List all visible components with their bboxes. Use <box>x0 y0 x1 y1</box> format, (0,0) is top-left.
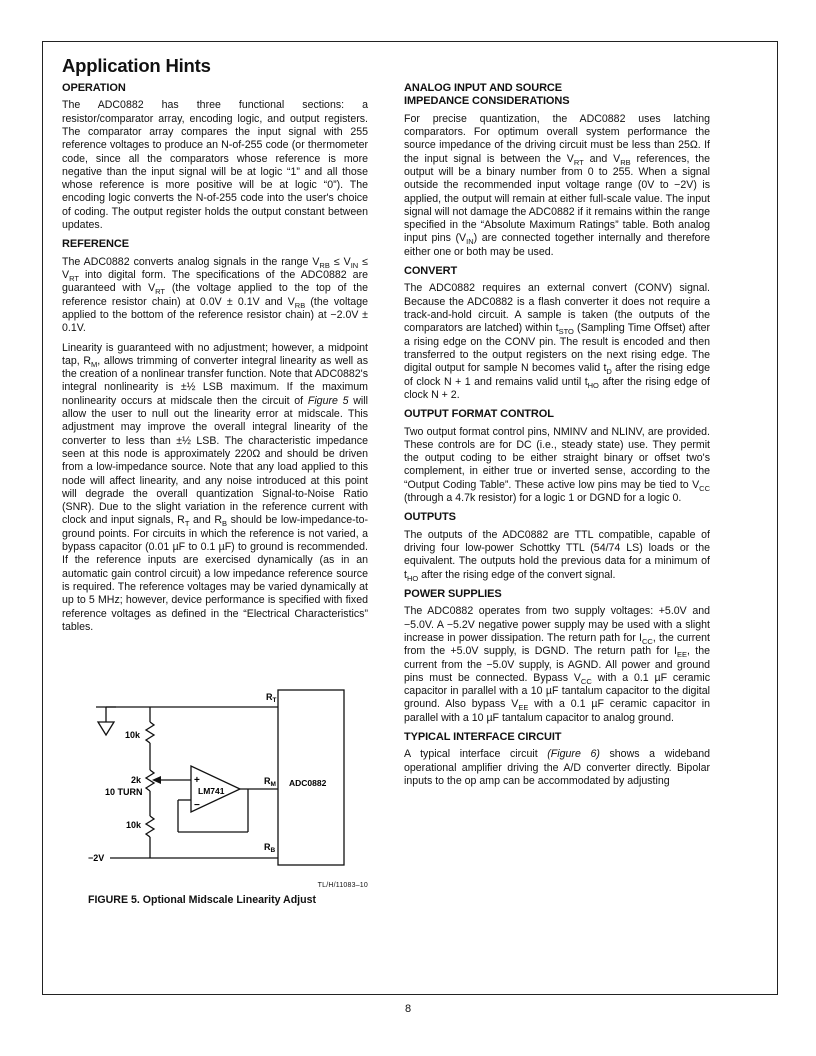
adc-chip-label: ADC0882 <box>289 778 327 788</box>
rt-label: $R_T$ <box>266 692 277 704</box>
potentiometer-turn-label: 10 TURN <box>105 787 143 797</box>
page-number: 8 <box>404 1003 412 1015</box>
figure-5 <box>88 680 368 906</box>
analog-input-paragraph: For precise quantization, the ADC0882 uses latching comparators. For optimum overall system performance the source impedance of the driving circuit must be less than 25Ω. If the input signal is between the $V_{RT}$ and $V_{RB}$ references, the output will be a binary number from 0 to 255. When a signal outside the recommended input voltage range (0V to −2V) is applied, the output will remain at either full-scale value. The input signal will not damage the ADC0882 if it remains within the range specified in the “Absolute Maximum Ratings” table. Both analog input pins $(V_{IN})$ are connected together internally and therefore either one or both may be used. <box>404 112 710 258</box>
output-format-paragraph: Two output format control pins, NMINV and NLINV, are provided. These controls are for DC (i.e., steady state) use. They permit the output coding to be either straight binary or offset two's complement, in either true or inverted sense, according to the “Output Coding Table”. These active low pins may be tied to $V_{CC}$ (through a 4.7k resistor) for a logic 1 or DGND for a logic 0. <box>404 425 710 505</box>
output-format-heading: OUTPUT FORMAT CONTROL <box>404 408 554 421</box>
analog-input-heading: ANALOG INPUT AND SOURCE IMPEDANCE CONSIDERATIONS <box>404 82 570 108</box>
reference-paragraph-2: Linearity is guaranteed with no adjustment; however, a midpoint tap, $R_M$, allows trimming of converter integral linearity as well as the creation of a nonlinear transfer function. Note that ADC0882's integral nonlinearity is ±½ LSB maximum. If the maximum nonlinearity occurs at midscale then the circuit of Figure 5 will allow the user to null out the linearity error at midscale. This adjustment may improve the overall integral linearity of the converter to less than ±½ LSB. The characteristic impedance seen at this node is approximately 220Ω and should be driven from a low-impedance source. Note that any load applied to this node will affect linearity, and any noise introduced at this point will degrade the overall quantization Signal-to-Noise Ratio (SNR). Due to the slight variation in the reference current with clock and input signals, $R_T$ and $R_B$ should be low-impedance-to-ground points. For circuits in which the reference is not varied, a bypass capacitor (0.01 µF to 0.1 µF) to ground is recommended. If the reference inputs are exercised dynamically (as in an automatic gain control circuit) a low impedance reference source is required. The reference voltages may be varied dynamically at up to 5 MHz; however, device performance is specified with fixed reference voltages as defined in the “Electrical Characteristics” tables. <box>62 341 368 633</box>
resistor-10k-top-label: 10k <box>125 730 141 740</box>
left-column <box>62 80 368 640</box>
rb-label: $R_B$ <box>264 842 276 854</box>
resistor-10k-bottom <box>146 816 154 837</box>
convert-heading: CONVERT <box>404 265 458 278</box>
potentiometer-2k-label: 2k <box>131 775 142 785</box>
convert-paragraph: The ADC0882 requires an external convert (CONV) signal. Because the ADC0882 is a flash converter it does not require a track-and-hold circuit. A sample is taken (the outputs of the comparators are latched) within $t_{STO}$ (Sampling Time Offset) after a rising edge on the CONV pin. The result is encoded and then transferred to the output registers on the next rising edge. The digital output for sample N becomes valid $t_D$ after the rising edge of clock N + 1 and remains valid until $t_{HO}$ after the rising edge of clock N + 2. <box>404 282 710 401</box>
interface-circuit-paragraph: A typical interface circuit (Figure 6) shows a wideband operational amplifier driving the A/D converter directly. Bipolar inputs to the op amp can be accommodated by adjusting <box>404 748 711 788</box>
power-supplies-heading: POWER SUPPLIES <box>404 587 502 600</box>
operation-heading: OPERATION <box>62 82 126 94</box>
neg2v-label: −2V <box>88 853 105 863</box>
resistor-10k-bottom-label: 10k <box>126 820 142 830</box>
power-supplies-paragraph: The ADC0882 operates from two supply voltages: +5.0V and −5.0V. A −5.2V negative power supply may be used with a slight increase in power dissipation. The return path for $I_{CC}$, the current from the +5.0V supply, is DGND. The return path for $I_{EE}$, the current from the −5.0V supply, is AGND. All power and ground pins must be connected. Bypass $V_{CC}$ with a 0.1 µF ceramic capacitor in parallel with a 10 µF tantalum capacitor to the digital ground. Also bypass $V_{EE}$ with a 0.1 µF ceramic capacitor in parallel with a 10 µF tantalum capacitor to analog ground. <box>404 605 711 724</box>
circuit-diagram <box>88 680 368 880</box>
outputs-heading: OUTPUTS <box>404 511 456 524</box>
figure-caption: FIGURE 5. Optional Midscale Linearity Adjust <box>88 894 316 906</box>
interface-circuit-heading: TYPICAL INTERFACE CIRCUIT <box>404 731 562 744</box>
minus-input-label: − <box>194 800 200 811</box>
resistor-10k-top <box>146 722 154 743</box>
ground-triangle <box>98 722 114 735</box>
operation-paragraph: The ADC0882 has three functional sections: a resistor/comparator array, encoding logic, and output registers. The comparator array compares the input signal with 255 reference voltages to produce an N-of-255 code (or thermometer code, since all the comparators whose reference is more negative than the input signal will be at logic “1” and all those whose reference is more positive will be at logic “0”). The encoding logic converts the N-of-255 code into the user's choice of coding. The output register holds the output constant between updates. <box>62 99 368 232</box>
right-column <box>404 80 710 794</box>
page-title: Application Hints <box>62 55 211 76</box>
outputs-paragraph: The outputs of the ADC0882 are TTL compatible, capable of driving four low-power Schottky TTL (54/74 LS) loads or the equivalent. The outputs hold the previous data for a minimum of $t_{HO}$ after the rising edge of the convert signal. <box>404 528 710 583</box>
potentiometer-2k <box>146 770 154 791</box>
rm-label: $R_M$ <box>264 776 276 788</box>
op-amp-label: LM741 <box>198 786 225 796</box>
figure-code: TL/H/11083–10 <box>317 882 368 889</box>
reference-heading: REFERENCE <box>62 238 129 251</box>
reference-paragraph-1: The ADC0882 converts analog signals in the range $V_{RB} \le V_{IN} \le V_{RT}$ into digital form. The specifications of the ADC0882 are guaranteed with $V_{RT}$ (the voltage applied to the top of the reference resistor chain) at 0.0V ± 0.1V and $V_{RB}$ (the voltage applied to the bottom of the reference resistor chain) at −2.0V ± 0.1V. <box>62 255 368 335</box>
plus-input-label: + <box>194 775 200 786</box>
